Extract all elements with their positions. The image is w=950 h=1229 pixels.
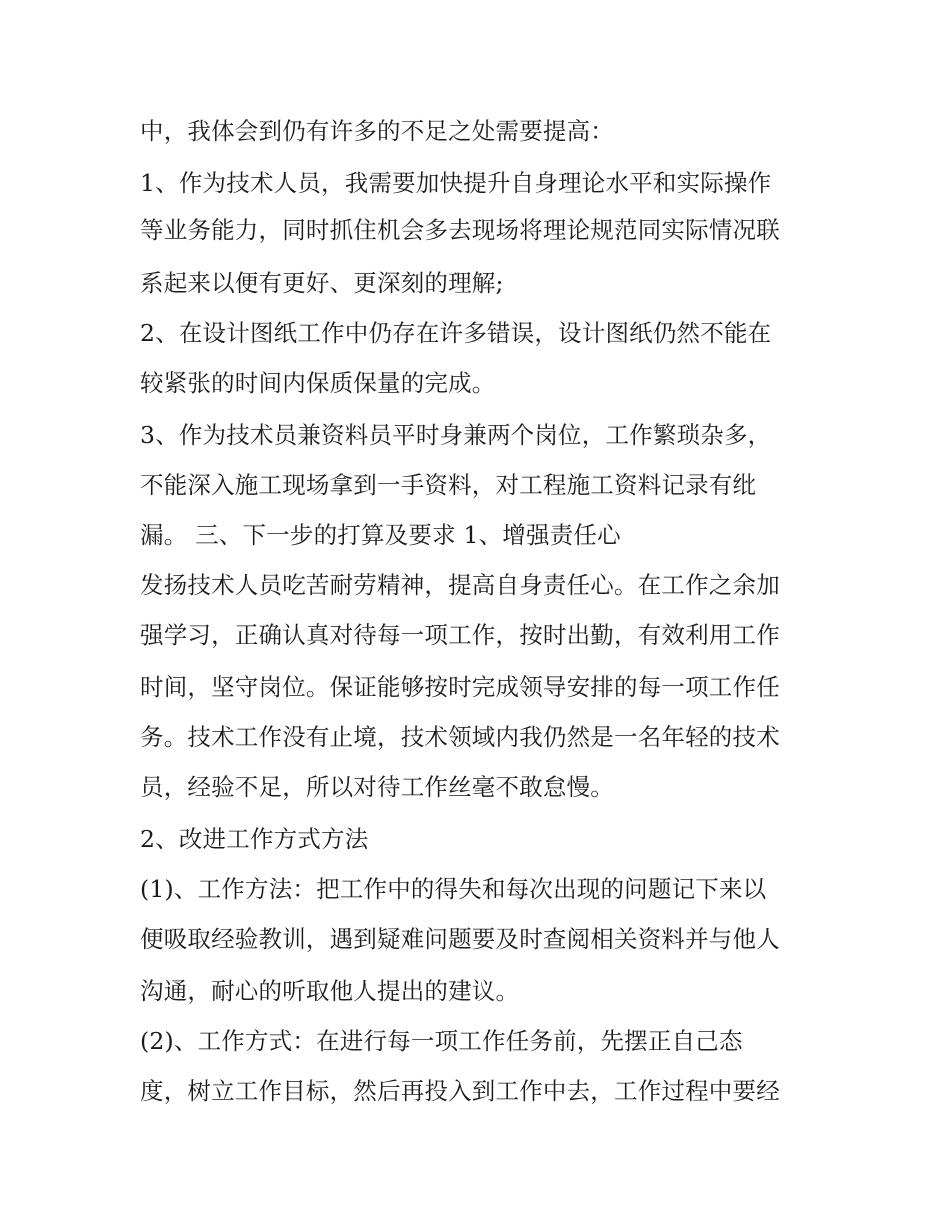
text-line: 1、作为技术人员，我需要加快提升自身理论水平和实际操作 [140,169,772,197]
text-line: (2)、工作方式：在进行每一项工作任务前，先摆正自己态 [140,1027,743,1055]
text-line: 沟通，耐心的听取他人提出的建议。 [140,977,520,1005]
text-line: 较紧张的时间内保质保量的完成。 [140,369,496,397]
text-line: 系起来以便有更好、更深刻的理解; [140,269,504,297]
text-line: 不能深入施工现场拿到一手资料，对工程施工资料记录有纰 [140,471,757,499]
text-line: 发扬技术人员吃苦耐劳精神，提高自身责任心。在工作之余加 [140,571,780,599]
text-line: 便吸取经验教训，遇到疑难问题要及时查阅相关资料并与他人 [140,925,780,953]
text-line: 2、改进工作方式方法 [140,825,369,853]
text-line: 务。技术工作没有止境，技术领域内我仍然是一名年轻的技术 [140,723,780,751]
text-line: 度，树立工作目标，然后再投入到工作中去，工作过程中要经 [140,1077,780,1105]
text-line: 强学习，正确认真对待每一项工作，按时出勤，有效利用工作 [140,621,780,649]
text-line: (1)、工作方法：把工作中的得失和每次出现的问题记下来以 [140,875,767,903]
text-line: 漏。 三、下一步的打算及要求 1、增强责任心 [140,521,621,549]
text-line: 员，经验不足，所以对待工作丝毫不敢怠慢。 [140,773,614,801]
text-line: 3、作为技术员兼资料员平时身兼两个岗位，工作繁琐杂多， [140,421,772,449]
text-line: 2、在设计图纸工作中仍存在许多错误，设计图纸仍然不能在 [140,319,772,347]
text-line: 中，我体会到仍有许多的不足之处需要提高： [140,117,614,145]
text-line: 时间，坚守岗位。保证能够按时完成领导安排的每一项工作任 [140,673,780,701]
text-line: 等业务能力，同时抓住机会多去现场将理论规范同实际情况联 [140,216,780,244]
